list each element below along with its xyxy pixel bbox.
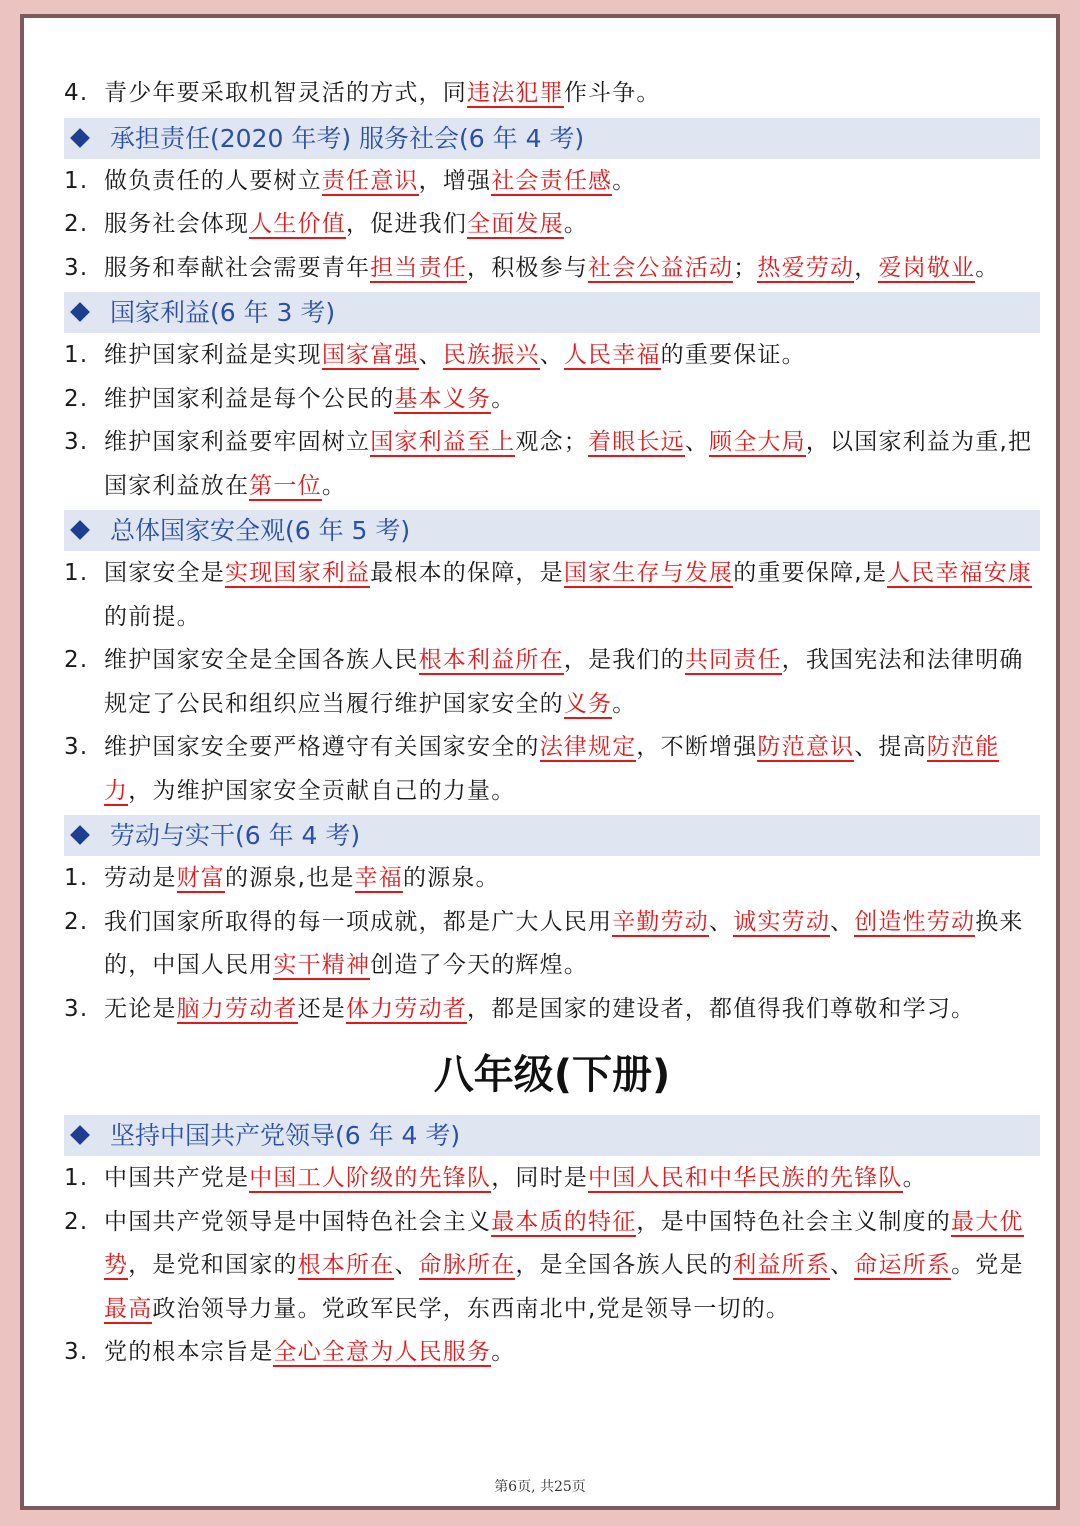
key-term: 国家富强 — [321, 342, 419, 368]
item-text: ，是中国特色社会主义制度的 — [636, 1208, 952, 1235]
item-text: ，都是国家的建设者，都值得我们尊敬和学习。 — [467, 995, 976, 1022]
item-number: 3. — [64, 995, 89, 1022]
key-term: 民族振兴 — [442, 342, 540, 368]
item-number: 2. — [64, 647, 89, 673]
key-term: 辛勤劳动 — [612, 908, 710, 935]
item-text: 。 — [491, 385, 516, 412]
key-term: 全心全意为人民服务 — [273, 1339, 492, 1365]
section-title: 总体国家安全观(6 年 5 考) — [110, 516, 411, 545]
list-item — [64, 247, 1040, 291]
list-item — [64, 901, 1040, 988]
section-title: 承担责任(2020 年考) 服务社会(6 年 4 考) — [110, 123, 585, 153]
diamond-bullet-icon — [70, 520, 90, 540]
item-number: 1. — [64, 1165, 89, 1191]
item-text: 服务社会体现 — [104, 211, 250, 237]
item-text: 党的根本宗旨是 — [104, 1339, 274, 1365]
item-text: 、 — [418, 342, 443, 368]
item-text: 、 — [830, 908, 855, 935]
key-term: 幸福 — [354, 865, 403, 891]
key-term: 脑力劳动者 — [176, 995, 298, 1022]
key-term: 热爱劳动 — [757, 254, 855, 281]
key-term: 最高 — [104, 1295, 153, 1322]
key-term: 顾全大局 — [709, 429, 806, 455]
key-term: 国家生存与发展 — [563, 560, 734, 586]
key-term: 法律规定 — [539, 734, 637, 760]
key-term: 国家利益至上 — [370, 429, 516, 455]
item-text: ，是我们的 — [563, 647, 685, 673]
item-number: 3. — [64, 1339, 89, 1365]
item-text: ，增强 — [418, 167, 492, 194]
item-text: ，促进我们 — [346, 211, 468, 237]
key-term: 基本义务 — [394, 385, 492, 412]
section-title: 坚持中国共产党领导(6 年 4 考) — [110, 1121, 461, 1150]
key-term: 实现国家利益 — [225, 560, 371, 586]
item-text: 、 — [684, 429, 710, 455]
item-text: 创造了今天的辉煌。 — [370, 952, 589, 978]
list-item — [64, 160, 1040, 204]
item-text: ，以国家利益为重,把国家利益放在 — [104, 429, 1033, 499]
item-text: ，不断增强 — [636, 734, 758, 760]
section-header — [64, 118, 1040, 159]
item-text: 观念； — [515, 429, 589, 455]
key-term: 社会公益活动 — [588, 254, 734, 281]
section-header — [64, 1115, 1040, 1156]
item-number: 1. — [64, 560, 89, 586]
chapter-title: 八年级(下册) — [433, 1052, 671, 1098]
key-term: 根本利益所在 — [418, 647, 564, 673]
key-term: 财富 — [176, 865, 226, 891]
item-text: 。党是 — [951, 1252, 1024, 1278]
item-number: 2. — [64, 211, 89, 237]
item-text: 维护国家安全是全国各族人民 — [104, 647, 419, 673]
key-term: 诚实劳动 — [733, 908, 831, 935]
item-text: 维护国家利益要牢固树立 — [104, 429, 371, 455]
item-text: ，是全国各族人民的 — [515, 1252, 734, 1278]
item-number: 4. — [64, 80, 89, 106]
item-number: 3. — [64, 429, 89, 455]
list-item — [64, 552, 1040, 639]
item-text: 国家安全是 — [104, 560, 225, 586]
item-text: 、 — [830, 1252, 855, 1278]
item-text: 最根本的保障，是 — [370, 560, 564, 586]
key-term: 责任意识 — [321, 167, 419, 194]
item-text: 中国共产党是 — [104, 1165, 250, 1191]
key-term: 违法犯罪 — [467, 80, 564, 106]
key-term: 全面发展 — [467, 211, 564, 237]
item-number: 2. — [64, 385, 89, 412]
key-term: 根本所在 — [297, 1252, 395, 1278]
item-text: 做负责任的人要树立 — [104, 167, 322, 194]
key-term: 体力劳动者 — [346, 995, 468, 1022]
key-term: 防范能力 — [104, 734, 1000, 804]
item-text: 我们国家所取得的每一项成就，都是广大人民用 — [104, 908, 613, 935]
item-text: 。 — [902, 1165, 927, 1191]
key-term: 义务 — [563, 690, 613, 717]
list-item — [64, 726, 1040, 813]
item-number: 2. — [64, 908, 89, 935]
list-item — [64, 421, 1040, 508]
diamond-bullet-icon — [70, 128, 90, 148]
item-text: 、 — [539, 342, 564, 368]
key-term: 着眼长远 — [588, 429, 685, 455]
list-item — [64, 1201, 1040, 1332]
key-term: 中国工人阶级的先锋队 — [249, 1165, 492, 1191]
item-text: 。 — [491, 1339, 516, 1365]
item-text: 政治领导力量。党政军民学，东西南北中,党是领导一切的。 — [152, 1295, 791, 1322]
section-header — [64, 510, 1040, 551]
item-text: 、 — [709, 908, 734, 935]
list-item — [64, 1157, 1040, 1201]
list-item — [64, 334, 1040, 378]
list-item — [64, 988, 1040, 1032]
section-title: 劳动与实干(6 年 4 考) — [110, 821, 361, 850]
key-term: 社会责任感 — [491, 167, 613, 194]
key-term: 爱岗敬业 — [878, 254, 976, 281]
item-text: 。 — [612, 167, 637, 194]
key-term: 共同责任 — [684, 647, 782, 673]
key-term: 第一位 — [249, 472, 322, 499]
item-text: 、 — [394, 1252, 419, 1278]
item-text: 无论是 — [104, 995, 177, 1022]
section-header — [64, 292, 1040, 333]
page-footer: 第6页, 共25页 — [494, 1479, 586, 1495]
list-item — [64, 378, 1040, 422]
key-term: 利益所系 — [733, 1252, 831, 1278]
item-text: ，我国宪法和法律明确规定了公民和组织应当履行维护国家安全的 — [104, 647, 1024, 717]
list-item — [64, 203, 1040, 247]
item-text: 维护国家利益是每个公民的 — [104, 385, 395, 412]
key-term: 人民幸福安康 — [886, 560, 1033, 586]
diamond-bullet-icon — [70, 1125, 90, 1145]
item-text: ，为维护国家安全贡献自己的力量。 — [128, 777, 516, 804]
key-term: 最本质的特征 — [491, 1208, 637, 1235]
item-text: ； — [733, 254, 758, 281]
item-text: ，同时是 — [491, 1165, 589, 1191]
item-text: 中国共产党领导是中国特色社会主义 — [104, 1208, 492, 1235]
item-text: 换来的，中国人民用 — [104, 908, 1024, 978]
item-number: 1. — [64, 865, 89, 891]
item-text: 维护国家利益是实现 — [104, 342, 322, 368]
item-text: ， — [854, 254, 879, 281]
key-term: 人民幸福 — [563, 342, 661, 368]
diamond-bullet-icon — [70, 825, 90, 845]
key-term: 人生价值 — [249, 211, 347, 237]
section-title: 国家利益(6 年 3 考) — [110, 298, 336, 327]
item-number: 1. — [64, 342, 89, 368]
key-term: 命脉所在 — [418, 1252, 516, 1278]
key-term: 中国人民和中华民族的先锋队 — [588, 1165, 903, 1191]
item-text: 的前提。 — [104, 603, 201, 630]
item-text: 。 — [563, 211, 589, 237]
document-content — [64, 72, 1040, 1375]
item-text: 的源泉,也是 — [225, 865, 355, 891]
list-item — [64, 72, 1040, 116]
key-term: 担当责任 — [370, 254, 468, 281]
list-item — [64, 639, 1040, 726]
item-number: 1. — [64, 167, 89, 194]
item-text: 还是 — [297, 995, 347, 1022]
item-text: 服务和奉献社会需要青年 — [104, 254, 371, 281]
item-text: 的源泉。 — [402, 865, 500, 891]
key-term: 实干精神 — [273, 952, 371, 978]
list-item — [64, 857, 1040, 901]
item-text: 劳动是 — [104, 865, 177, 891]
key-term: 创造性劳动 — [854, 908, 976, 935]
item-number: 3. — [64, 254, 89, 281]
item-text: ，是党和国家的 — [128, 1252, 298, 1278]
key-term: 命运所系 — [854, 1252, 952, 1278]
item-text: 作斗争。 — [563, 80, 661, 106]
item-text: 。 — [975, 254, 1000, 281]
item-text: 。 — [321, 472, 347, 499]
item-number: 2. — [64, 1208, 89, 1235]
item-text: 、提高 — [854, 734, 927, 760]
item-text: 的重要保证。 — [660, 342, 806, 368]
list-item — [64, 1331, 1040, 1375]
item-text: 维护国家安全要严格遵守有关国家安全的 — [104, 734, 540, 760]
item-number: 3. — [64, 734, 89, 760]
section-header — [64, 815, 1040, 856]
document-page — [20, 14, 1060, 1510]
key-term: 防范意识 — [757, 734, 855, 760]
item-text: 。 — [612, 690, 637, 717]
diamond-bullet-icon — [70, 302, 90, 322]
key-term: 最大优势 — [104, 1208, 1024, 1278]
item-text: 的重要保障,是 — [733, 560, 887, 586]
item-text: ，积极参与 — [467, 254, 589, 281]
item-text: 青少年要采取机智灵活的方式，同 — [104, 80, 467, 106]
